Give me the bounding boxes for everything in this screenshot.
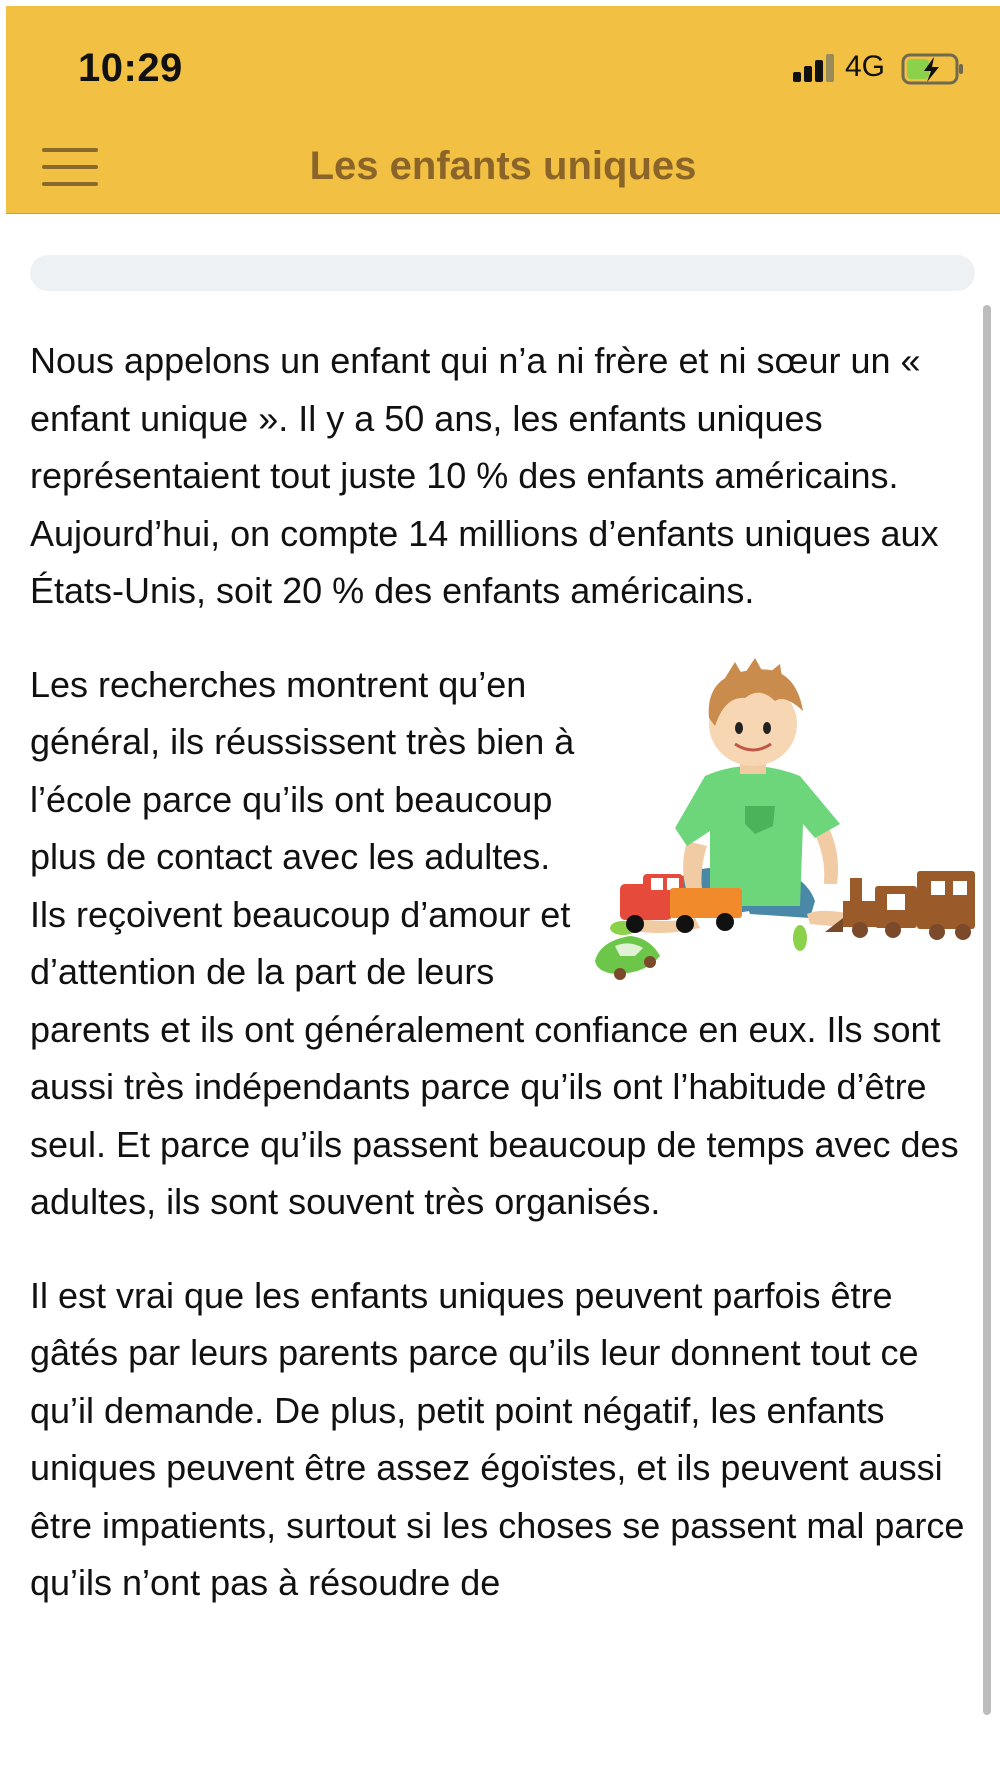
article-body (30, 332, 975, 1648)
page-title: Les enfants uniques (309, 144, 697, 188)
scrollbar[interactable] (983, 305, 991, 1715)
article-paragraph: Les recherches montrent qu’en général, ils réussissent très bien à l’école parce qu’ils ont beaucoup plus de contact avec les adultes. Ils reçoivent beaucoup d’amour et d’attention de la part de leurs parents et ils ont généralement confiance en eux. Ils sont aussi très indépendants parce qu’ils ont l’habitude d’être seul. Et parce qu’ils passent beaucoup de temps avec des adultes, ils sont souvent très organisés. (30, 663, 959, 1222)
reading-progress-bar (30, 255, 975, 291)
boy-playing-with-toys-illustration (575, 656, 980, 1001)
status-time: 10:29 (78, 46, 183, 90)
battery-charging-icon (901, 53, 965, 85)
signal-icon (793, 54, 839, 82)
article-paragraph: Nous appelons un enfant qui n’a ni frère et ni sœur un « enfant unique ». Il y a 50 ans, les enfants uniques représentaient tout juste 10 % des enfants américains. Aujourd’hui, on compte 14 millions d’enfants uniques aux États-Unis, soit 20 % des enfants américains. (30, 340, 939, 611)
network-label: 4G (845, 50, 886, 83)
article-paragraph: Il est vrai que les enfants uniques peuvent parfois être gâtés par leurs parents parce qu’ils leur donnent tout ce qu’il demande. De plus, petit point négatif, les enfants uniques peuvent être assez égoïstes, et ils peuvent aussi être impatients, surtout si les choses se passent mal parce qu’ils n’ont pas à résoudre de (30, 1274, 965, 1603)
app-header (6, 6, 1000, 214)
